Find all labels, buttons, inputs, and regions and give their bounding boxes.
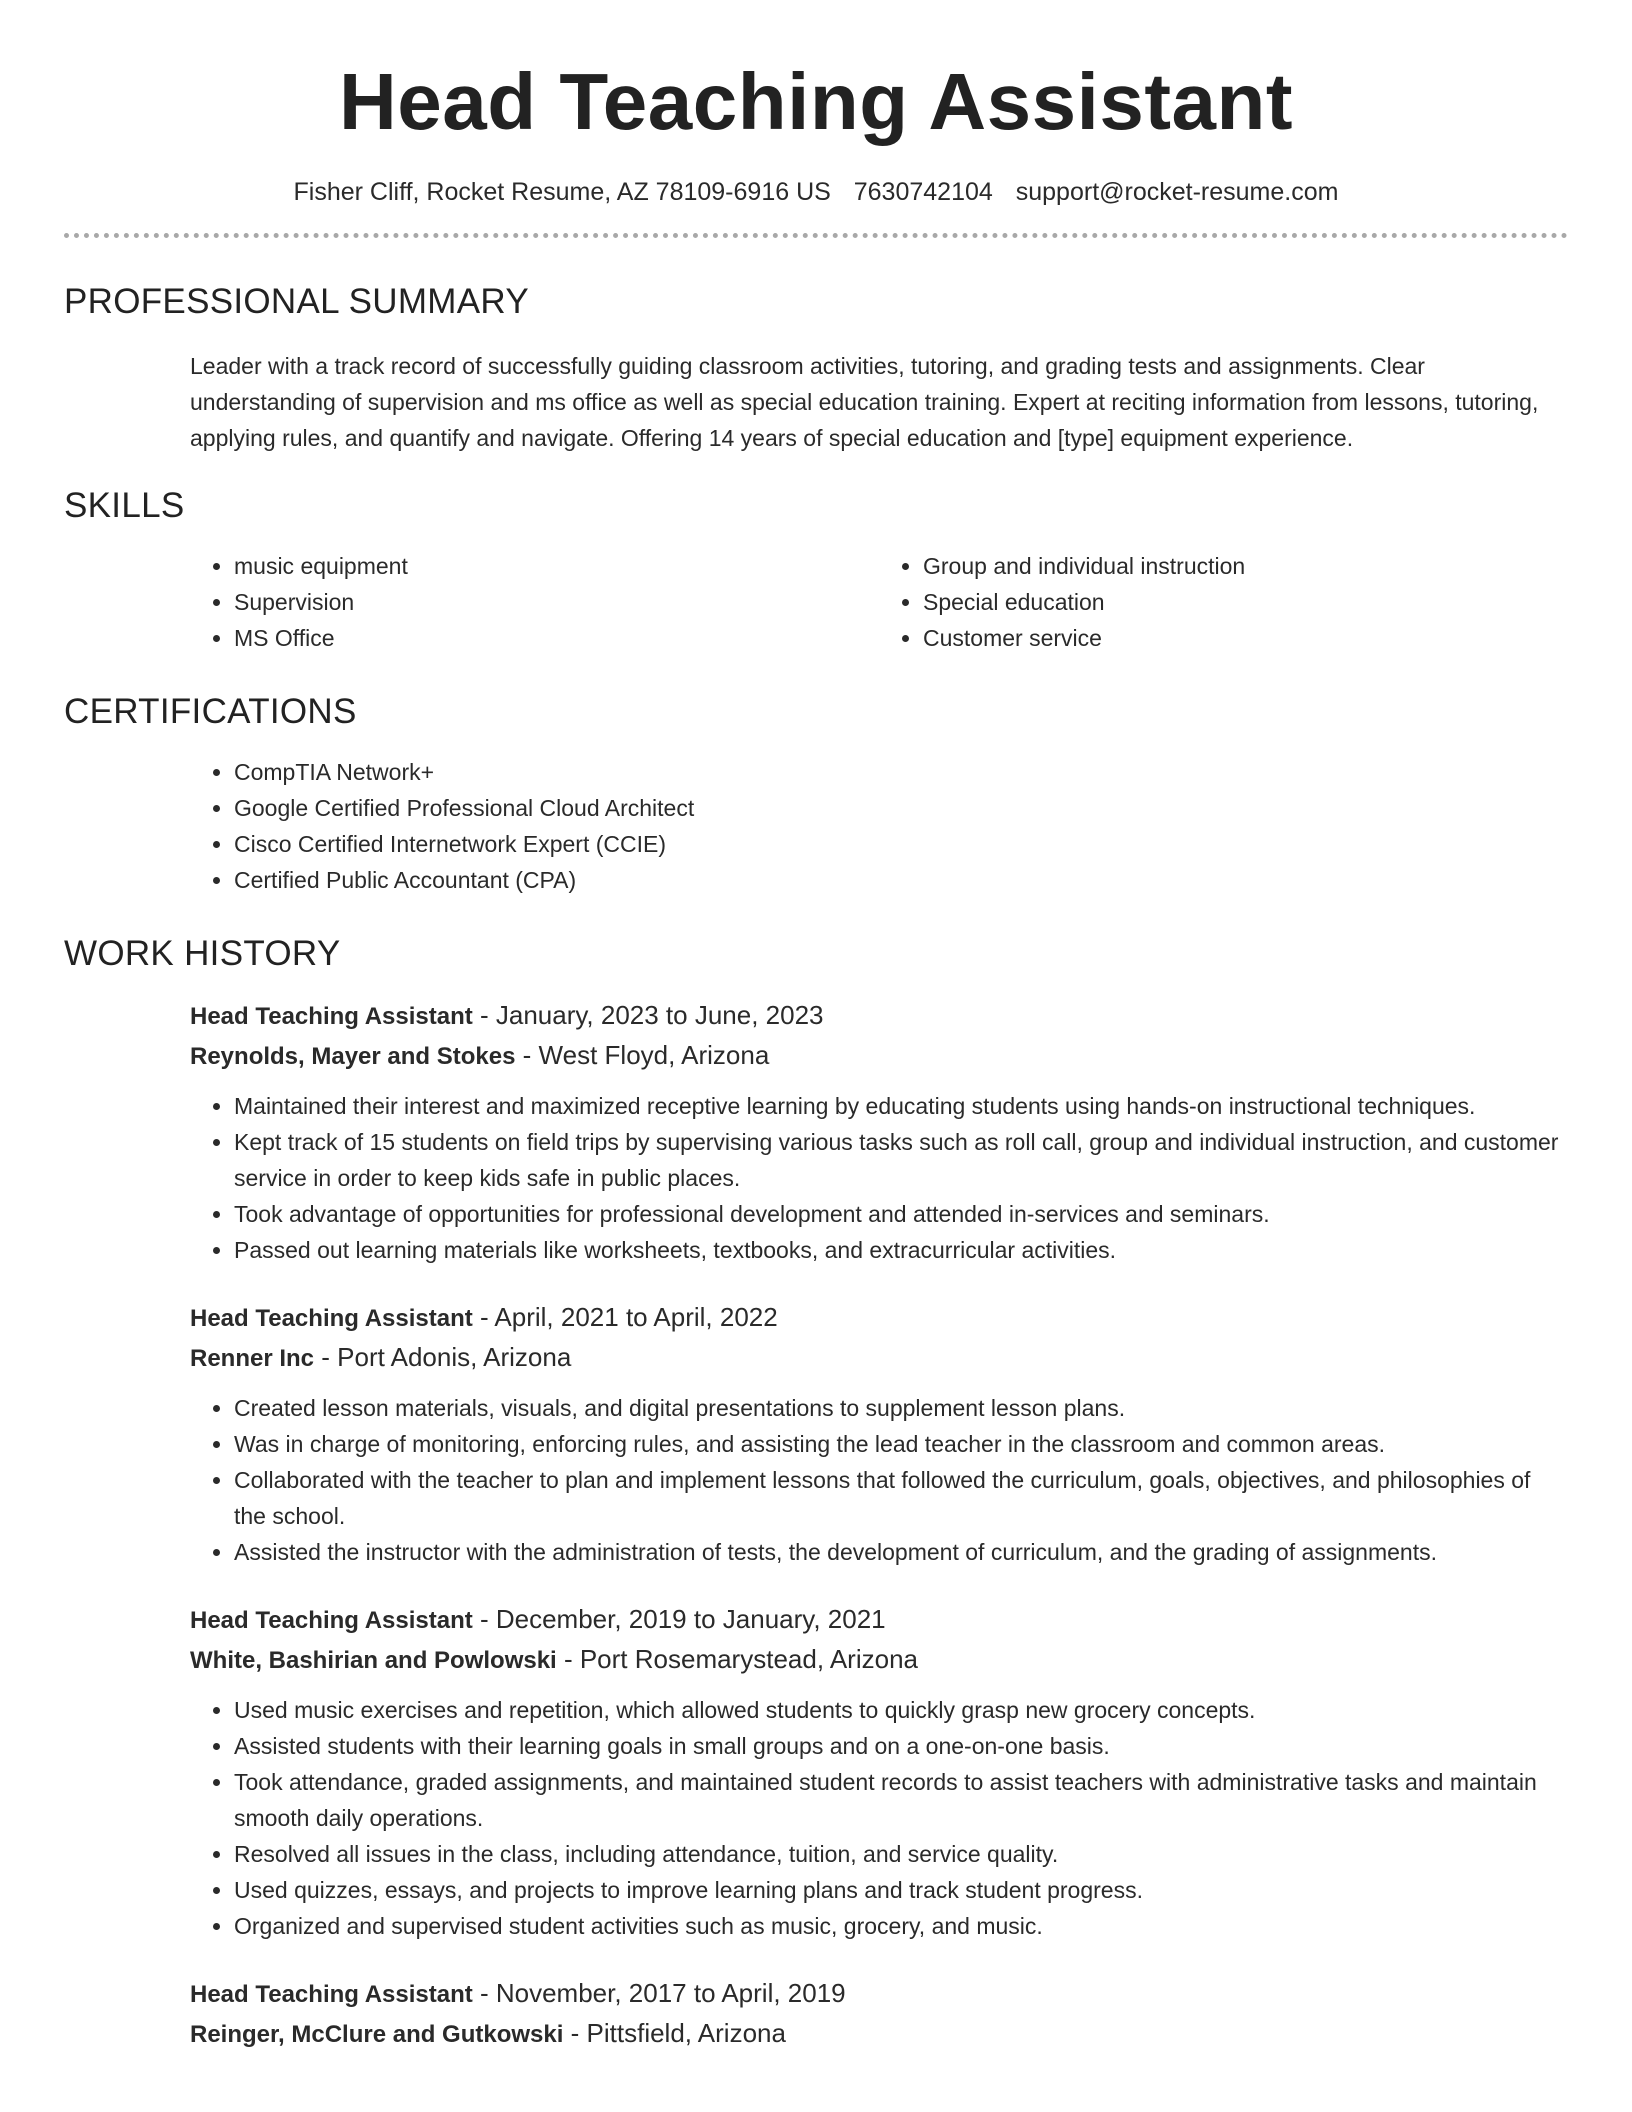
job-title: Head Teaching Assistant [190, 1607, 473, 1634]
job-dates: - April, 2021 to April, 2022 [472, 1302, 778, 1332]
job-company: White, Bashirian and Powlowski [190, 1647, 557, 1674]
job-company: Reinger, McClure and Gutkowski [190, 2021, 564, 2048]
contact-email: support@rocket-resume.com [1015, 178, 1339, 206]
job-title: Head Teaching Assistant [190, 1305, 473, 1332]
job-bullet: • Created lesson materials, visuals, and digital presentations to supplement lesson plans. [234, 1390, 1568, 1426]
job-title: Head Teaching Assistant [190, 1003, 473, 1030]
certification-item: • CompTIA Network+ [234, 754, 1568, 790]
job-bullet: • Assisted students with their learning goals in small groups and on a one-on-one basis. [234, 1728, 1568, 1764]
summary-heading: PROFESSIONAL SUMMARY [64, 282, 529, 321]
job-dates: - January, 2023 to June, 2023 [472, 1000, 824, 1030]
job-bullet: • Passed out learning materials like worksheets, textbooks, and extracurricular activities. [234, 1232, 1568, 1268]
skill-item: • Special education [923, 584, 1568, 620]
work-history-section [64, 934, 1568, 2054]
job-bullets [190, 1692, 1568, 1944]
job-company-line [190, 1338, 1568, 1378]
job-location: - Port Adonis, Arizona [314, 1342, 572, 1372]
job-title: Head Teaching Assistant [190, 1981, 473, 2008]
skill-item: • MS Office [234, 620, 879, 656]
job-dates: - December, 2019 to January, 2021 [472, 1604, 886, 1634]
job-location: - West Floyd, Arizona [515, 1040, 770, 1070]
skills-list-left [190, 548, 879, 656]
job-dates: - November, 2017 to April, 2019 [472, 1978, 846, 2008]
job-entry [64, 1974, 1568, 2054]
job-bullets [190, 1390, 1568, 1570]
certification-item: • Google Certified Professional Cloud Architect [234, 790, 1568, 826]
skill-item: • Customer service [923, 620, 1568, 656]
contact-address: Fisher Cliff, Rocket Resume, AZ 78109-6916 US [293, 178, 831, 206]
summary-section [64, 282, 1568, 456]
job-entry [64, 1600, 1568, 1944]
job-bullet: • Kept track of 15 students on field trips by supervising various tasks such as roll call, group and individual instruction, and customer service in order to keep kids safe in public places. [234, 1124, 1568, 1196]
job-title-line [190, 996, 1568, 1036]
job-bullet: • Collaborated with the teacher to plan and implement lessons that followed the curriculum, goals, objectives, and philosophies of the school. [234, 1462, 1568, 1534]
header-divider [64, 233, 1568, 238]
certifications-section [64, 692, 1568, 898]
certifications-list-wrap [64, 754, 1568, 898]
job-company-line [190, 2014, 1568, 2054]
job-title-line [190, 1974, 1568, 2014]
contact-phone: 7630742104 [853, 178, 993, 206]
job-company: Renner Inc [190, 1345, 315, 1372]
job-company-line [190, 1036, 1568, 1076]
job-location: - Pittsfield, Arizona [563, 2018, 786, 2048]
job-bullet: • Used music exercises and repetition, which allowed students to quickly grasp new grocery concepts. [234, 1692, 1568, 1728]
skills-section [64, 486, 1568, 656]
job-bullet: • Resolved all issues in the class, including attendance, tuition, and service quality. [234, 1836, 1568, 1872]
job-location: - Port Rosemarystead, Arizona [556, 1644, 918, 1674]
job-company-line [190, 1640, 1568, 1680]
job-bullet: • Took advantage of opportunities for professional development and attended in-services and seminars. [234, 1196, 1568, 1232]
skill-item: • music equipment [234, 548, 879, 584]
job-bullet: • Used quizzes, essays, and projects to improve learning plans and track student progress. [234, 1872, 1568, 1908]
resume-name: Head Teaching Assistant [339, 57, 1293, 146]
job-title-line [190, 1600, 1568, 1640]
work-history-heading: WORK HISTORY [64, 934, 341, 973]
job-bullet: • Assisted the instructor with the administration of tests, the development of curriculum, and the grading of assignments. [234, 1534, 1568, 1570]
certifications-heading: CERTIFICATIONS [64, 692, 357, 731]
skill-item: • Group and individual instruction [923, 548, 1568, 584]
certification-item: • Certified Public Accountant (CPA) [234, 862, 1568, 898]
job-entry [64, 996, 1568, 1268]
job-bullet: • Organized and supervised student activities such as music, grocery, and music. [234, 1908, 1568, 1944]
job-bullet: • Maintained their interest and maximized receptive learning by educating students using hands-on instructional techniques. [234, 1088, 1568, 1124]
certification-item: • Cisco Certified Internetwork Expert (CCIE) [234, 826, 1568, 862]
job-title-line [190, 1298, 1568, 1338]
job-bullet: • Was in charge of monitoring, enforcing rules, and assisting the lead teacher in the classroom and common areas. [234, 1426, 1568, 1462]
contact-line [64, 178, 1568, 207]
skill-item: • Supervision [234, 584, 879, 620]
job-entry [64, 1298, 1568, 1570]
skills-list-right [879, 548, 1568, 656]
job-bullet: • Took attendance, graded assignments, and maintained student records to assist teachers with administrative tasks and maintain smooth daily operations. [234, 1764, 1568, 1836]
job-bullets [190, 1088, 1568, 1268]
certifications-list [190, 754, 1568, 898]
summary-text: Leader with a track record of successfully guiding classroom activities, tutoring, and grading tests and assignments. Clear understanding of supervision and ms office as well as special education training. Expert at reciting information from lessons, tutoring, applying rules, and quantify and navigate. Offering 14 years of special education and [type] equipment experience. [190, 353, 1539, 451]
skills-heading: SKILLS [64, 486, 185, 525]
skills-columns [64, 548, 1568, 656]
job-company: Reynolds, Mayer and Stokes [190, 1043, 516, 1070]
